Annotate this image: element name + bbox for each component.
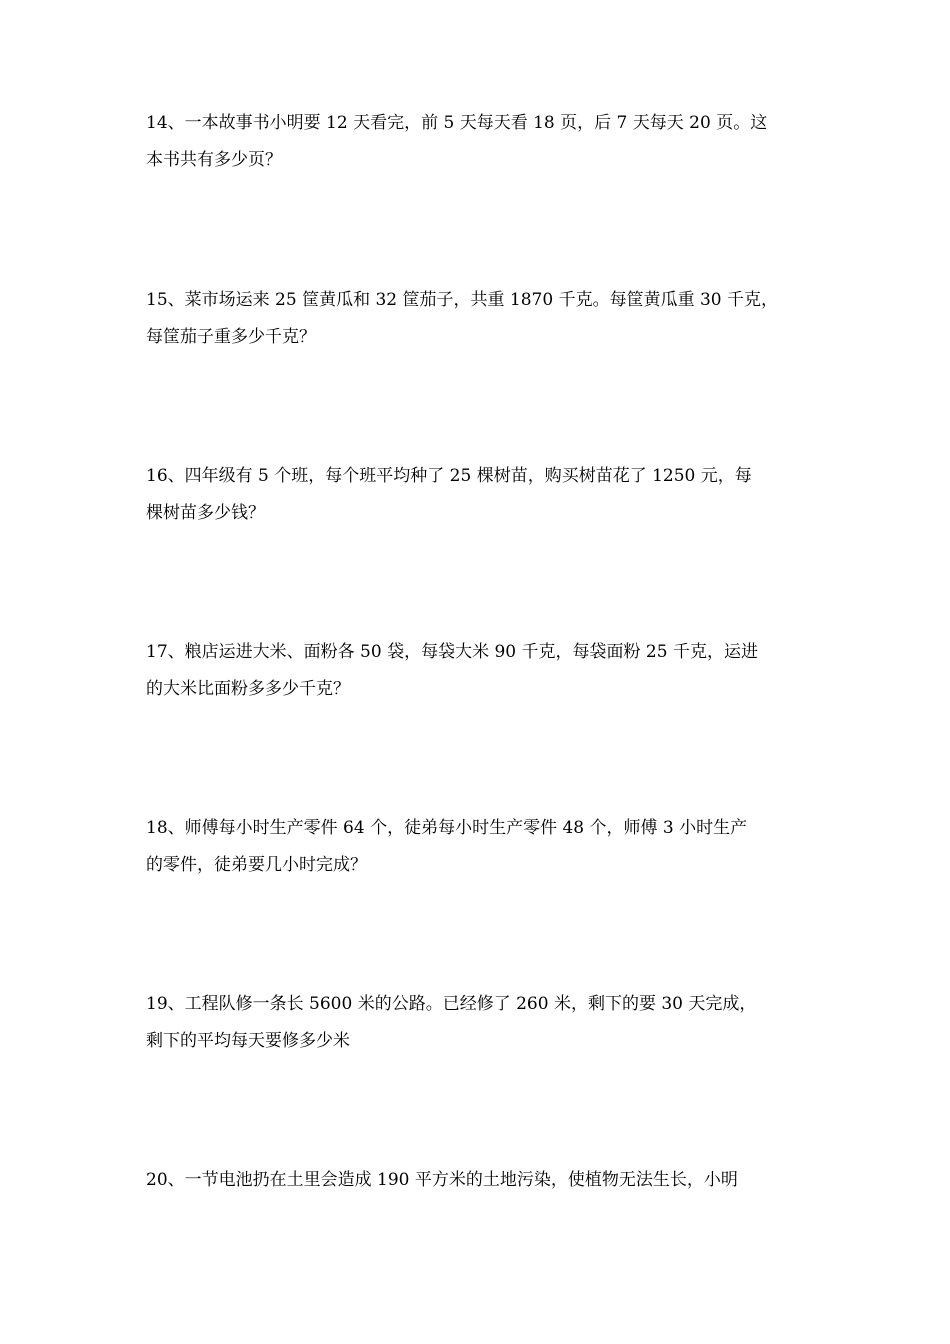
problem-14-line-1: 14、一本故事书小明要 12 天看完，前 5 天每天看 18 页，后 7 天每天 20 页。这 — [146, 113, 768, 133]
problem-14-line-2: 本书共有多少页？ — [146, 150, 282, 170]
problem-18-line-1: 18、师傅每小时生产零件 64 个，徒弟每小时生产零件 48 个，师傅 3 小时生产 — [146, 818, 748, 838]
problem-15-line-2: 每筐茄子重多少千克？ — [146, 327, 316, 347]
problem-17-line-2: 的大米比面粉多多少千克？ — [146, 679, 350, 699]
problem-14 — [146, 105, 810, 179]
problem-18-line-2: 的零件，徒弟要几小时完成？ — [146, 855, 367, 875]
problem-17 — [146, 634, 810, 708]
problem-15 — [146, 282, 810, 356]
problem-16-line-2: 棵树苗多少钱？ — [146, 503, 265, 523]
problem-20-line-2 — [146, 1199, 810, 1236]
problem-18 — [146, 810, 810, 884]
problem-19 — [146, 986, 810, 1060]
problem-17-line-1: 17、粮店运进大米、面粉各 50 袋，每袋大米 90 千克，每袋面粉 25 千克，运进 — [146, 642, 758, 662]
problem-19-line-1: 19、工程队修一条长 5600 米的公路。已经修了 260 米，剩下的要 30 天完成， — [146, 994, 757, 1014]
problem-16 — [146, 458, 810, 532]
problem-20 — [146, 1162, 810, 1236]
problem-20-line-1: 20、一节电池扔在土里会造成 190 平方米的土地污染，使植物无法生长，小明 — [146, 1170, 738, 1190]
problem-15-line-1: 15、菜市场运来 25 筐黄瓜和 32 筐茄子，共重 1870 千克。每筐黄瓜重 30 千克， — [146, 290, 779, 310]
problem-16-line-1: 16、四年级有 5 个班，每个班平均种了 25 棵树苗，购买树苗花了 1250 元，每 — [146, 466, 752, 486]
problem-19-line-2: 剩下的平均每天要修多少米 — [146, 1031, 350, 1051]
